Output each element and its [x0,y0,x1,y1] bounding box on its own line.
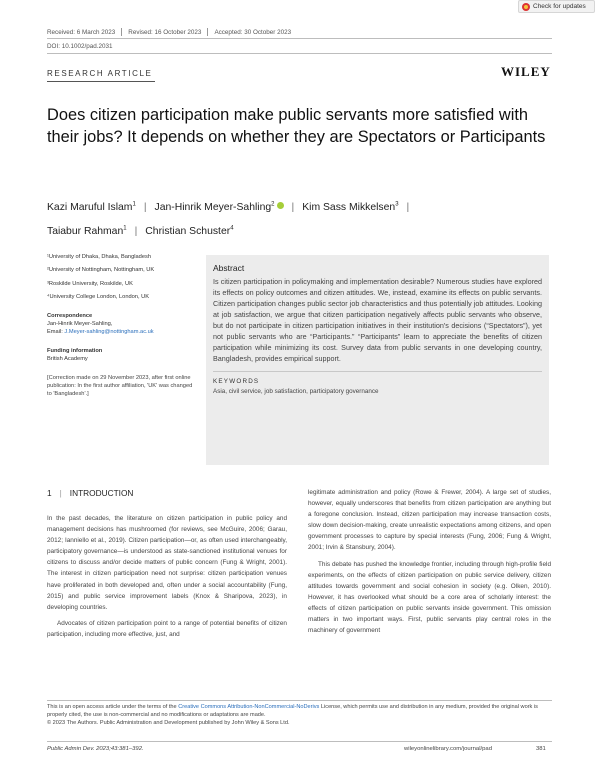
affiliation: ³Roskilde University, Roskilde, UK [47,280,133,287]
journal-reference: Public Admin Dev. 2023;43:381–392. [47,746,144,752]
article-dates [47,28,291,36]
keywords-list: Asia, civil service, job satisfaction, participatory governance [213,388,379,395]
crossmark-icon [522,3,530,11]
date-divider [121,28,122,36]
abstract-heading: Abstract [213,263,245,273]
date-divider [207,28,208,36]
funding-text: British Academy [47,356,88,363]
author-name[interactable]: Kazi Maruful Islam$^1$ [47,202,136,214]
funding-heading: Funding information [47,347,103,354]
paragraph: Advocates of citizen participation point to a range of potential benefits of citizen participation, including more effective, just, and [47,619,287,638]
author-name[interactable]: Jan-Hinrik Meyer-Sahling$^2$ [155,202,284,213]
article-type-underline [47,81,155,82]
abstract-text: Is citizen participation in policymaking and implementation desirable? Numerous studies have explored its effects on policy outcomes and citizen attitudes. We, instead, examine its effects on public servants. Citizen participation changes public sector job characteristics and thus potentially job attitudes. Looking at job satisfaction, we argue that citizen participation negatively affects public servants who observe, but do not participate in citizen participation initiatives in their institution's decisions (“Spectators”), yet not public servants who are “Participants.” “Participants” learn to appreciate the benefits of citizen participation while minimizing its cost. Survey data from public servants in one developing country, Bangladesh, provides empirical support. [213,277,542,363]
orcid-icon[interactable] [277,202,284,209]
license-link[interactable]: Creative Commons Attribution-NonCommercial-NoDerivs [178,704,320,710]
publisher-logo: WILEY [501,64,551,79]
accepted-date: Accepted: 30 October 2023 [214,28,292,36]
license-footer: This is an open access article under the terms of the Creative Commons Attribution-NonCommercial-NoDerivs License, which permits use and distribution in any medium, provided the original work is properly cited, the use is non-commercial and no modifications or adaptations are made. © 2023 The Authors. Public Administration and Development published by John Wiley & Sons Ltd. [47,704,538,726]
left-sidebar [47,253,197,399]
affiliation: ¹University of Dhaka, Dhaka, Bangladesh [47,254,152,260]
received-date: Received: 6 March 2023 [47,28,116,36]
revised-date: Revised: 16 October 2023 [128,28,202,36]
check-for-updates-label: Check for updates [533,3,586,10]
doi[interactable]: DOI: 10.1002/pad.2031 [47,43,113,50]
affiliation: ²University of Nottingham, Nottingham, UK [47,267,155,274]
author-name[interactable]: Taiabur Rahman$^1$ [47,225,127,237]
journal-website[interactable]: wileyonlinelibrary.com/journal/pad [404,746,492,752]
footer-rule [47,700,552,701]
email-link[interactable]: J.Meyer-sahling@nottingham.ac.uk [64,329,154,336]
keywords-divider [213,371,542,372]
abstract-box [206,255,549,465]
article-type: RESEARCH ARTICLE [47,69,153,78]
correction-note: [Correction made on 29 November 2023, after first online publication: In the first author affiliation, 'UK' was changed to 'Bangladesh'.] [47,374,193,398]
header-rule [47,38,552,39]
affiliation: ⁴University College London, London, UK [47,294,150,301]
correspondence-name: Jan-Hinrik Meyer-Sahling, [47,321,113,328]
article-title: Does citizen participation make public servants more satisfied with their jobs? It depends on whether they are Spectators or Participants [47,106,546,146]
copyright: © 2023 The Authors. Public Administration and Development published by John Wiley & Sons Ltd. [47,720,290,726]
section-number: 1 [47,488,52,498]
header-rule [47,53,552,54]
paragraph: In the past decades, the literature on citizen participation in public policy and management decisions has mushroomed (for reviews, see McGuire, 2006; Garau, 2012; Ianniello et al., 2019). Citizen participation—or, as often used interchangeably, participatory governance—is understood as state-sanctioned institutional venues for citizens to discuss and/or decide matters of public concern (Fung & Wright, 2001). The interest in citizen participation need not surprise: citizen participation venues have proliferated in both developed and, often under a social accountability (Fung, 2015) and public service improvement labels (Knox & Sharipova, 2023), in developing countries. [47,515,287,611]
author-name[interactable]: Christian Schuster$^4$ [145,225,234,237]
correspondence-heading: Correspondence [47,312,93,319]
section-title: INTRODUCTION [69,488,134,498]
body-column-left [47,513,287,640]
author-list: Kazi Maruful Islam$^1$ | Jan-Hinrik Meyer-Sahling$^2$ | Kim Sass Mikkelsen$^3$ | Taiabur Rahman$^1$ | Christian Schuster$^4$ [47,202,410,237]
keywords-heading: KEYWORDS [213,378,260,385]
paragraph: legitimate administration and policy (Rowe & Frewer, 2004). A large set of studies, however, equally underscores that benefits from citizen participation are anything but a foregone conclusion. Instead, citizen participation may increase transaction costs, slow down decision-making, create unrealistic expectations among citizens, and open government processes to capture by special interests (Fung, 2006; Fung & Wright, 2001; Irvin & Stansbury, 2004). [308,489,551,552]
paragraph: This debate has pushed the knowledge frontier, including through high-profile field experiments, on the effects of citizen participation on public service delivery, citizen attitudes towards government and social cohesion in society (e.g. Olken, 2010). However, it has overlooked what should be a core area of scholarly interest: the effects of citizen participation on public servants inside government. This omission matters in two important ways. First, public servants play central roles in the machinery of government [308,560,551,635]
body-column-right [308,487,551,636]
page-number: 381 [536,746,546,752]
section-heading: 1 | INTRODUCTION [47,488,134,498]
footer-rule [47,741,552,742]
author-name[interactable]: Kim Sass Mikkelsen$^3$ [302,202,399,214]
check-for-updates-badge[interactable] [518,0,595,13]
correspondence-email-line: Email: J.Meyer-sahling@nottingham.ac.uk [47,329,154,336]
